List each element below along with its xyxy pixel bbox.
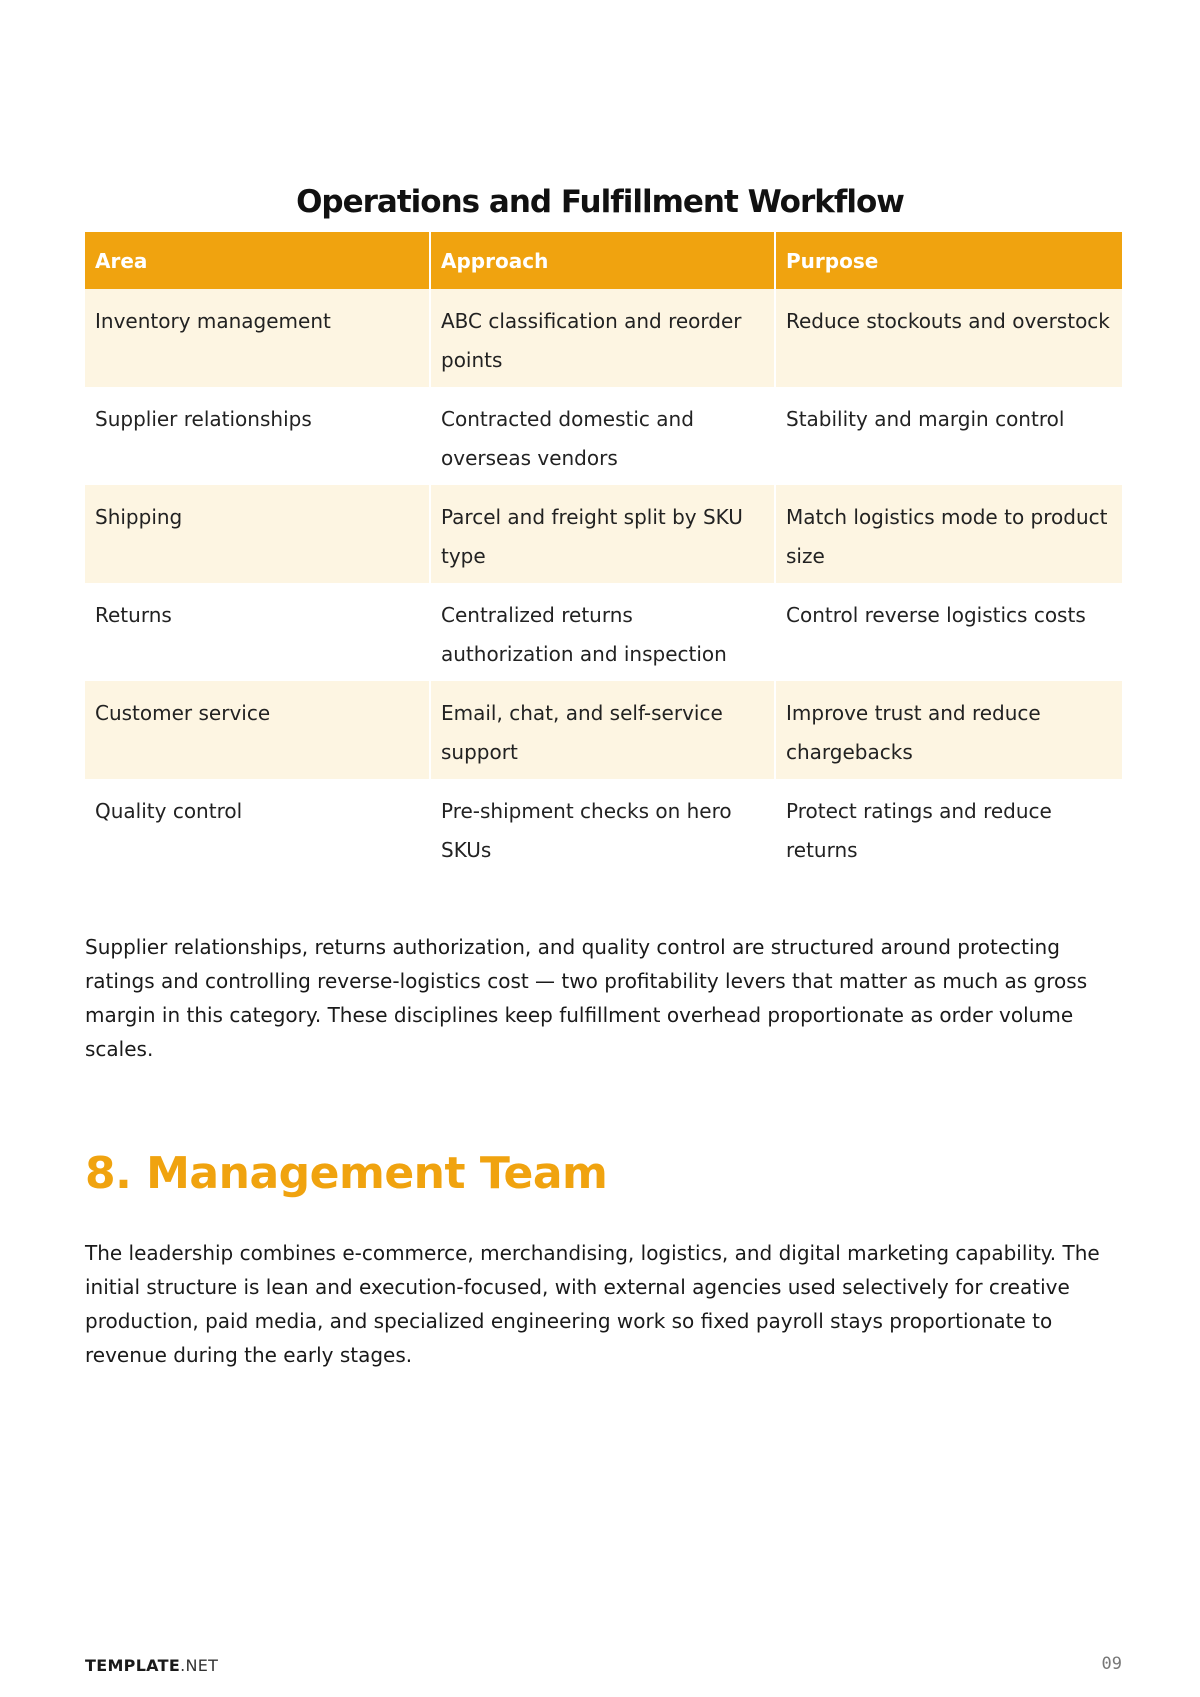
brand-name-bold: TEMPLATE	[85, 1656, 181, 1675]
table-row	[85, 779, 1122, 877]
table-cell-area: Supplier relationships	[85, 387, 430, 485]
table-row	[85, 289, 1122, 387]
column-header-area: Area	[85, 232, 430, 289]
management-team-paragraph: The leadership combines e-commerce, merchandising, logistics, and digital marketing capability. The initial structure is lean and execution-focused, with external agencies used selectively for creative production, paid media, and specialized engineering work so fixed payroll stays proportionate to revenue during the early stages.	[85, 1241, 1100, 1367]
table-cell-purpose: Control reverse logistics costs	[775, 583, 1122, 681]
table-row	[85, 681, 1122, 779]
table-row	[85, 485, 1122, 583]
table-cell-approach: Contracted domestic and overseas vendors	[430, 387, 775, 485]
table-cell-approach: Pre-shipment checks on hero SKUs	[430, 779, 775, 877]
table-cell-area: Customer service	[85, 681, 430, 779]
table-cell-area: Quality control	[85, 779, 430, 877]
table-cell-area: Returns	[85, 583, 430, 681]
table-cell-purpose: Stability and margin control	[775, 387, 1122, 485]
operations-table	[85, 232, 1122, 877]
table-cell-purpose: Protect ratings and reduce returns	[775, 779, 1122, 877]
table-header-row	[85, 232, 1122, 289]
table-cell-purpose: Reduce stockouts and overstock	[775, 289, 1122, 387]
table-cell-purpose: Improve trust and reduce chargebacks	[775, 681, 1122, 779]
table-cell-approach: Parcel and freight split by SKU type	[430, 485, 775, 583]
table-cell-approach: Email, chat, and self-service support	[430, 681, 775, 779]
section-heading: 8. Management Team	[85, 1148, 608, 1199]
table-cell-area: Shipping	[85, 485, 430, 583]
operations-summary-paragraph: Supplier relationships, returns authorization, and quality control are structured around protecting ratings and controlling reverse-logistics cost — two profitability levers that matter as much as gross margin in this category. These disciplines keep fulfillment overhead proportionate as order volume scales.	[85, 935, 1088, 1061]
table-cell-purpose: Match logistics mode to product size	[775, 485, 1122, 583]
column-header-approach: Approach	[430, 232, 775, 289]
table-row	[85, 583, 1122, 681]
table-row	[85, 387, 1122, 485]
page-number: 09	[1101, 1654, 1122, 1674]
table-cell-approach: ABC classification and reorder points	[430, 289, 775, 387]
table-cell-area: Inventory management	[85, 289, 430, 387]
brand-name-suffix: .NET	[180, 1656, 219, 1675]
table-cell-approach: Centralized returns authorization and inspection	[430, 583, 775, 681]
column-header-purpose: Purpose	[775, 232, 1122, 289]
table-title: Operations and Fulfillment Workflow	[296, 183, 904, 220]
footer-brand-logo	[85, 1656, 218, 1675]
